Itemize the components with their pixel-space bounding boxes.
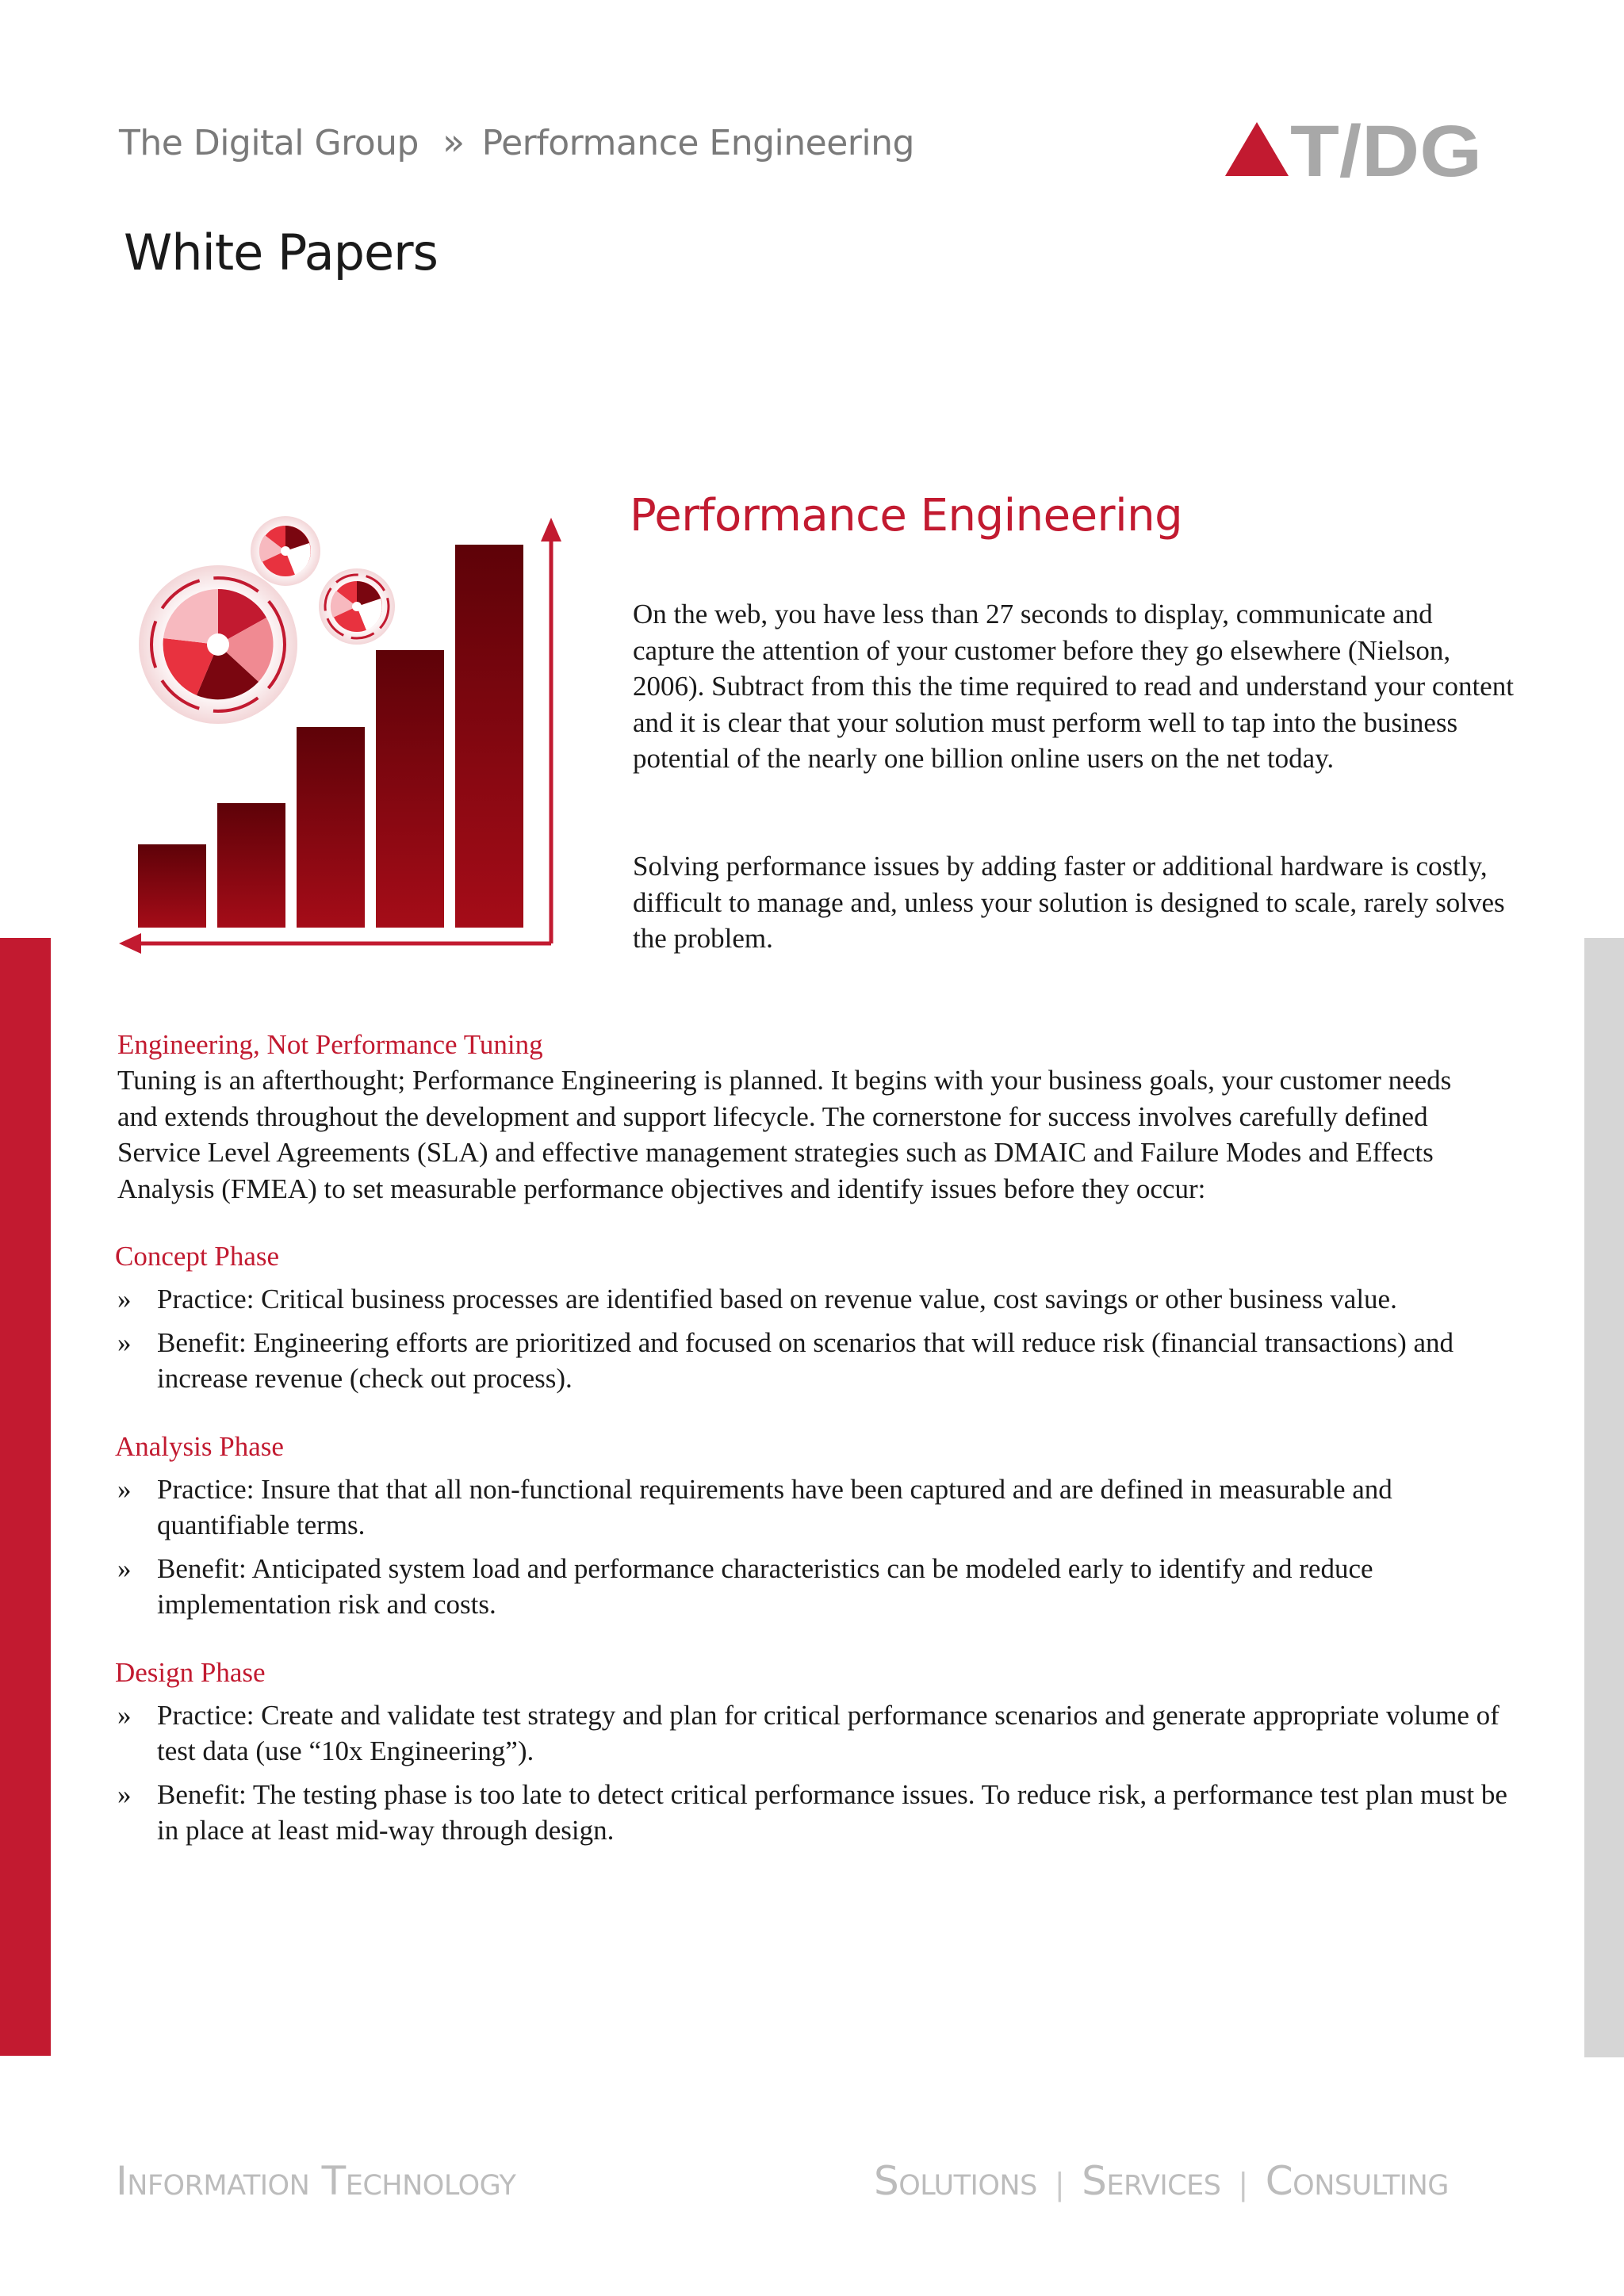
bullet-mark: »: [117, 1473, 132, 1505]
intro-paragraph: Solving performance issues by adding faster or additional hardware is costly, difficult to manage and, unless your solution is designed to scale, rarely solves the problem.: [633, 851, 1505, 954]
intro-paragraph: On the web, you have less than 27 seconds to display, communicate and capture the attention of your customer before they go elsewhere (Nielson, 2006). Subtract from this the time required to read and understand your content and it is clear that your solution must perform well to tap into the business potential of the nearly one billion online users on the net today.: [633, 599, 1514, 774]
bullet-list: [117, 1697, 1513, 1849]
phase-title: Analysis Phase: [115, 1430, 284, 1462]
phase-title: Design Phase: [115, 1656, 266, 1688]
tdg-logo[interactable]: [1225, 119, 1487, 182]
logo-text: T/DG: [1290, 119, 1482, 182]
list-item-text: Practice: Create and validate test strategy and plan for critical performance scenarios and generate appropriate volume of test data (use “10x Engineering”).: [157, 1699, 1500, 1766]
list-item: [117, 1697, 1521, 1770]
list-item: [117, 1551, 1521, 1623]
main-content: [117, 1027, 1513, 1856]
engineering-body: Tuning is an afterthought; Performance Engineering is planned. It begins with your business goals, your customer needs and extends throughout the development and support lifecycle. The cornerstone for success involves carefully defined Service Level Agreements (SLA) and effective management strategies such as DMAIC and Failure Modes and Effects Analysis (FMEA) to set measurable performance objectives and identify issues before they occur:: [117, 1065, 1452, 1204]
footer-tagline-left: Information Technology: [116, 2158, 516, 2204]
bullet-mark: »: [117, 1778, 132, 1810]
footer-separator: |: [1238, 2167, 1248, 2202]
bullet-mark: »: [117, 1699, 132, 1731]
illustration-bar: [376, 650, 444, 928]
analysis-phase-section: [117, 1429, 1513, 1623]
illustration-bar: [217, 803, 285, 928]
list-item: [117, 1281, 1521, 1318]
footer-services: Services: [1082, 2158, 1221, 2204]
engineering-heading: Engineering, Not Performance Tuning: [117, 1029, 543, 1060]
concept-phase-section: [117, 1238, 1513, 1397]
footer-solutions: Solutions: [874, 2158, 1037, 2204]
section-heading: Performance Engineering: [630, 490, 1183, 541]
logo-triangle-icon: [1225, 122, 1289, 176]
illustration-bar: [138, 844, 206, 928]
list-item-text: Practice: Insure that that all non-functional requirements have been captured and are defined in measurable and quantifiable terms.: [157, 1473, 1392, 1540]
performance-growth-illustration: [119, 511, 571, 963]
bullet-list: [117, 1281, 1513, 1397]
y-axis-arrow-icon: [541, 518, 561, 541]
footer-separator: |: [1054, 2167, 1065, 2202]
right-accent-bar: [1584, 938, 1624, 2057]
small-pie-icon: [251, 516, 320, 586]
list-item-text: Practice: Critical business processes are identified based on revenue value, cost savings or other business value.: [157, 1284, 1397, 1314]
bullet-mark: »: [117, 1326, 132, 1358]
breadcrumb-section[interactable]: Performance Engineering: [481, 123, 914, 163]
illustration-bar: [455, 545, 523, 928]
breadcrumb-separator: »: [442, 121, 465, 163]
bullet-mark: »: [117, 1552, 132, 1584]
breadcrumb: [119, 121, 914, 163]
list-item-text: Benefit: Engineering efforts are prioritized and focused on scenarios that will reduce risk (financial transactions) and increase revenue (check out process).: [157, 1326, 1454, 1394]
x-axis-arrow-icon: [119, 933, 141, 954]
bullet-list: [117, 1471, 1513, 1623]
phase-title: Concept Phase: [115, 1241, 280, 1272]
illustration-bar: [297, 727, 365, 928]
page-title: White Papers: [124, 224, 438, 281]
bullet-mark: »: [117, 1284, 132, 1314]
list-item: [117, 1471, 1521, 1544]
left-accent-bar: [0, 938, 51, 2056]
small-pie-icon: [319, 568, 395, 645]
breadcrumb-company[interactable]: The Digital Group: [119, 123, 419, 163]
design-phase-section: [117, 1655, 1513, 1849]
footer-consulting: Consulting: [1265, 2158, 1449, 2204]
list-item: [117, 1325, 1521, 1397]
list-item-text: Benefit: Anticipated system load and performance characteristics can be modeled early to identify and reduce implementation risk and costs.: [157, 1552, 1373, 1620]
footer-tagline-right: [874, 2158, 1449, 2204]
list-item-text: Benefit: The testing phase is too late to detect critical performance issues. To reduce risk, a performance test plan must be in place at least mid-way through design.: [157, 1778, 1507, 1846]
pie-chart-icon: [139, 565, 297, 724]
list-item: [117, 1777, 1521, 1849]
